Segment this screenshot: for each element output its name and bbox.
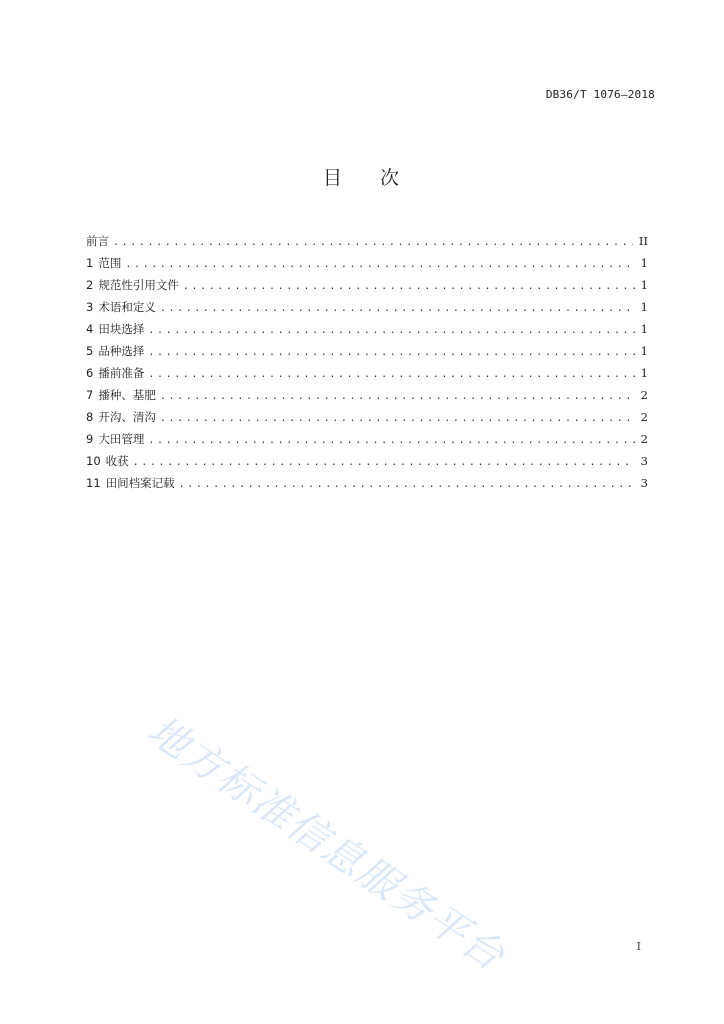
toc-entry-3[interactable] (86, 298, 648, 320)
toc-entry-page: 2 (640, 410, 648, 424)
toc-entry-label (86, 430, 148, 448)
toc-leader-dots (125, 256, 634, 274)
toc-entry-label (86, 298, 160, 316)
toc-entry-page: 2 (640, 432, 648, 446)
toc-leader-dots (160, 300, 635, 318)
toc-entry-7[interactable] (86, 386, 648, 408)
toc-entry-label (86, 320, 148, 338)
toc-entry-title: 田块选择 (98, 322, 145, 336)
toc-title-char-2: 次 (380, 167, 402, 189)
toc-entry-1[interactable] (86, 254, 648, 276)
toc-list (86, 232, 648, 496)
toc-entry-title: 品种选择 (98, 344, 145, 358)
toc-entry-page: 1 (640, 322, 648, 336)
toc-entry-number: 6 (86, 366, 94, 380)
toc-entry-label (86, 386, 160, 404)
toc-entry-number: 5 (86, 344, 94, 358)
watermark: 地方标准信息服务平台 (139, 707, 514, 981)
toc-title-char-1: 目 (322, 167, 344, 189)
toc-entry-label (86, 474, 179, 492)
toc-entry-page: 1 (640, 278, 648, 292)
toc-entry-page: 3 (640, 454, 648, 468)
toc-leader-dots (148, 322, 634, 340)
toc-entry-label (86, 232, 113, 250)
toc-entry-title: 大田管理 (98, 432, 145, 446)
toc-entry-number: 10 (86, 454, 101, 468)
toc-entry-label (86, 254, 125, 272)
toc-leader-dots (148, 344, 634, 362)
toc-entry-4[interactable] (86, 320, 648, 342)
toc-entry-2[interactable] (86, 276, 648, 298)
toc-entry-page: II (638, 234, 648, 248)
toc-entry-title: 收获 (105, 454, 129, 468)
toc-entry-title: 规范性引用文件 (98, 278, 179, 292)
toc-entry-number: 7 (86, 388, 94, 402)
toc-leader-dots (160, 388, 635, 406)
toc-leader-dots (148, 366, 634, 384)
toc-entry-11[interactable] (86, 474, 648, 496)
standard-code: DB36/T 1076—2018 (545, 88, 655, 101)
toc-leader-dots (148, 432, 634, 450)
toc-leader-dots (179, 476, 635, 494)
toc-entry-9[interactable] (86, 430, 648, 452)
toc-leader-dots (160, 410, 635, 428)
toc-entry-label (86, 364, 148, 382)
toc-entry-number: 9 (86, 432, 94, 446)
toc-entry-preface[interactable] (86, 232, 648, 254)
toc-title (0, 163, 724, 190)
toc-entry-number: 1 (86, 256, 94, 270)
toc-entry-number: 2 (86, 278, 94, 292)
toc-entry-10[interactable] (86, 452, 648, 474)
toc-entry-page: 1 (640, 344, 648, 358)
toc-entry-number: 3 (86, 300, 94, 314)
toc-entry-number: 11 (86, 476, 101, 490)
toc-entry-page: 2 (640, 388, 648, 402)
toc-entry-title: 田间档案记载 (105, 476, 175, 490)
toc-entry-title: 范围 (98, 256, 122, 270)
toc-entry-label (86, 408, 160, 426)
toc-entry-number: 4 (86, 322, 94, 336)
toc-entry-title: 术语和定义 (98, 300, 156, 314)
toc-entry-label (86, 276, 183, 294)
toc-entry-8[interactable] (86, 408, 648, 430)
toc-entry-6[interactable] (86, 364, 648, 386)
toc-entry-page: 1 (640, 366, 648, 380)
page-number: I (636, 940, 641, 953)
toc-entry-title: 播前准备 (98, 366, 145, 380)
toc-leader-dots (113, 234, 633, 252)
toc-entry-page: 3 (640, 476, 648, 490)
toc-entry-label (86, 342, 148, 360)
toc-leader-dots (183, 278, 635, 296)
toc-leader-dots (133, 454, 635, 472)
toc-entry-page: 1 (640, 300, 648, 314)
toc-entry-page: 1 (640, 256, 648, 270)
toc-entry-5[interactable] (86, 342, 648, 364)
toc-entry-title: 播种、基肥 (98, 388, 156, 402)
toc-entry-label (86, 452, 133, 470)
toc-entry-title: 开沟、清沟 (98, 410, 156, 424)
toc-entry-title: 前言 (86, 234, 109, 248)
toc-entry-number: 8 (86, 410, 94, 424)
